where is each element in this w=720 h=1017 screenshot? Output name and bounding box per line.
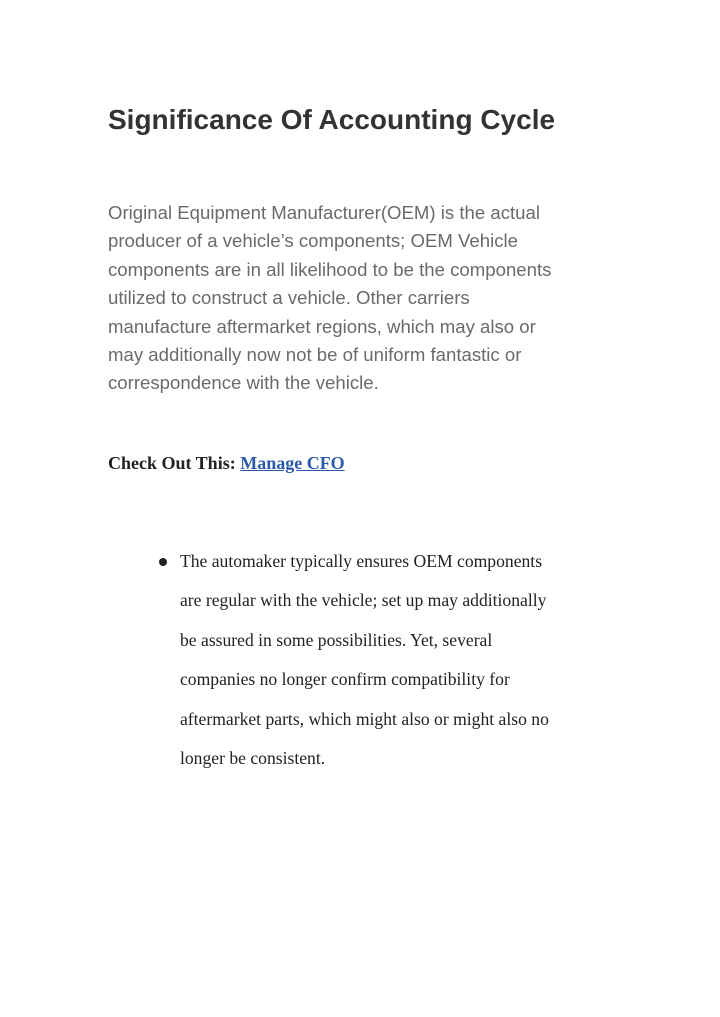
bullet-dot-icon (159, 558, 167, 566)
bullet-text (180, 542, 627, 778)
intro-line: producer of a vehicle’s components; OEM Vehicle (108, 230, 518, 252)
intro-line: correspondence with the vehicle. (108, 372, 379, 394)
intro-line: may additionally now not be of uniform fantastic or (108, 344, 522, 366)
manage-cfo-link[interactable]: Manage CFO (240, 453, 345, 473)
intro-line: Original Equipment Manufacturer(OEM) is the actual (108, 202, 540, 223)
bullet-line: companies no longer confirm compatibility for (180, 669, 510, 690)
intro-paragraph (108, 199, 608, 398)
intro-line: manufacture aftermarket regions, which may also or (108, 315, 536, 337)
check-out-label: Check Out This: (108, 453, 236, 473)
bullet-list (157, 542, 627, 778)
list-item (157, 542, 627, 778)
check-out-line (108, 450, 345, 476)
intro-line: components are in all likelihood to be the components (108, 258, 552, 280)
bullet-line: The automaker typically ensures OEM components (180, 551, 543, 571)
bullet-line: aftermarket parts, which might also or might also no (180, 708, 549, 729)
bullet-line: are regular with the vehicle; set up may additionally (180, 590, 547, 611)
bullet-line: be assured in some possibilities. Yet, several (180, 629, 493, 650)
bullet-line: longer be consistent. (180, 748, 326, 769)
page-title: Significance Of Accounting Cycle (108, 104, 556, 135)
intro-line: utilized to construct a vehicle. Other carriers (108, 287, 470, 309)
